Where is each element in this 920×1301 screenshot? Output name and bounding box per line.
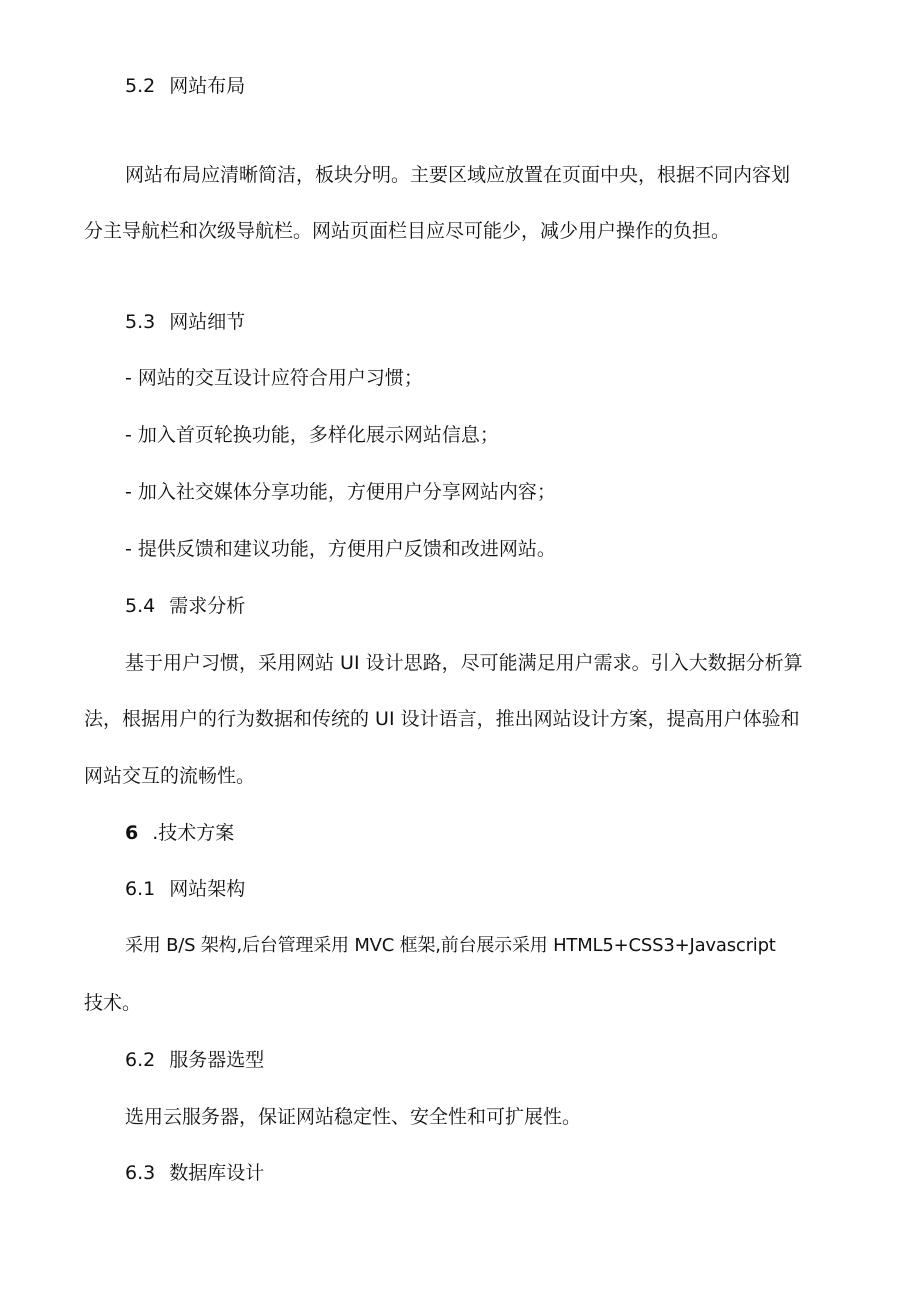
list-item: - 提供反馈和建议功能，方便用户反馈和改进网站。: [125, 538, 556, 560]
list-item: - 加入首页轮换功能，多样化展示网站信息；: [125, 424, 499, 446]
paragraph-line: 网站布局应清晰简洁，板块分明。主要区域应放置在页面中央，根据不同内容划: [125, 164, 791, 186]
paragraph-line: 技术。: [84, 992, 142, 1014]
heading-6-3: [125, 1161, 264, 1185]
heading-number: 6.2: [125, 1049, 156, 1071]
paragraph-line: 分主导航栏和次级导航栏。网站页面栏目应尽可能少，减少用户操作的负担。: [84, 220, 731, 242]
heading-number: 6: [125, 822, 139, 844]
heading-title: 需求分析: [169, 595, 246, 617]
list-item: - 网站的交互设计应符合用户习惯；: [125, 367, 423, 389]
paragraph-line: 网站交互的流畅性。: [84, 765, 256, 787]
paragraph-line: 采用 B/S 架构,后台管理采用 MVC 框架,前台展示采用 HTML5+CSS3+Javascript: [125, 935, 776, 956]
heading-title: .技术方案: [152, 822, 235, 844]
heading-number: 5.3: [125, 311, 156, 333]
heading-number: 6.3: [125, 1162, 156, 1184]
paragraph-line: 选用云服务器，保证网站稳定性、安全性和可扩展性。: [125, 1106, 582, 1128]
heading-title: 网站细节: [169, 311, 246, 333]
heading-6-1: [125, 877, 245, 901]
heading-5-3: [125, 310, 245, 334]
heading-title: 网站架构: [169, 878, 246, 900]
heading-number: 5.4: [125, 595, 156, 617]
list-item: - 加入社交媒体分享功能，方便用户分享网站内容；: [125, 481, 556, 503]
paragraph-line: 基于用户习惯，采用网站 UI 设计思路，尽可能满足用户需求。引入大数据分析算: [125, 652, 803, 674]
heading-number: 5.2: [125, 75, 156, 97]
paragraph-line: 法，根据用户的行为数据和传统的 UI 设计语言，推出网站设计方案，提高用户体验和: [84, 708, 800, 730]
heading-title: 网站布局: [169, 75, 246, 97]
heading-number: 6.1: [125, 878, 156, 900]
heading-6: [125, 821, 234, 845]
heading-5-4: [125, 594, 245, 618]
heading-6-2: [125, 1048, 264, 1072]
heading-title: 服务器选型: [169, 1049, 265, 1071]
heading-title: 数据库设计: [169, 1162, 265, 1184]
heading-5-2: [125, 74, 245, 98]
